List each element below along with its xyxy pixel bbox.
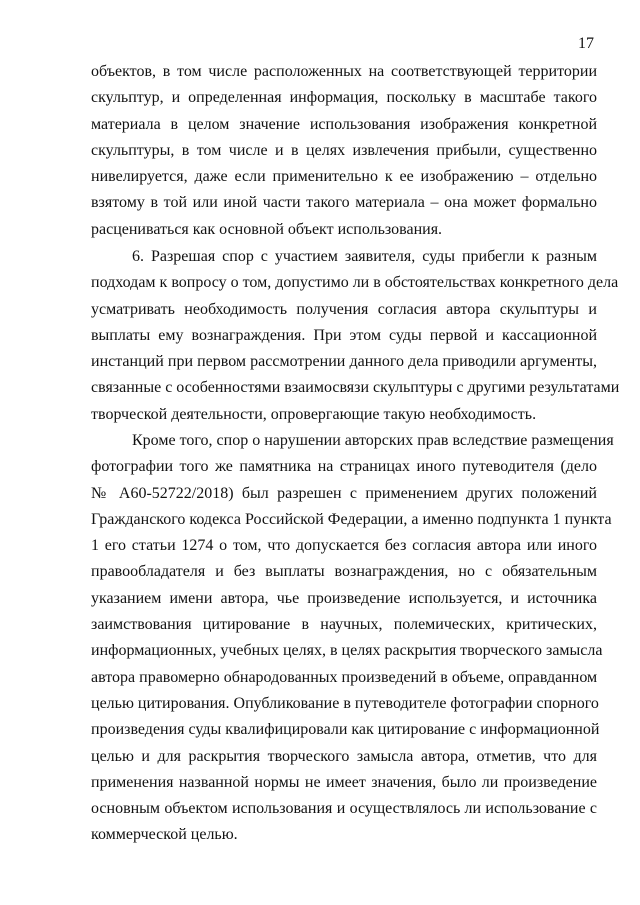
- text-line: выплаты ему вознаграждения. При этом суды первой и кассационной: [91, 326, 597, 344]
- text-line: творческой деятельности, опровергающие такую необходимость.: [91, 405, 537, 423]
- text-line: информационных, учебных целях, в целях раскрытия творческого замысла: [91, 642, 603, 660]
- text-line: основным объектом использования и осуществлялось ли использование с: [91, 800, 597, 818]
- text-line: материала в целом значение использования изображения конкретной: [91, 115, 597, 133]
- text-line: взятому в той или иной части такого материала – она может формально: [91, 194, 597, 212]
- text-line: объектов, в том числе расположенных на соответствующей территории: [91, 63, 597, 80]
- paragraph-1: [91, 59, 597, 243]
- paragraph-3: [91, 428, 614, 849]
- text-line: связанные с особенностями взаимосвязи скульптуры с другими результатами: [91, 379, 620, 397]
- text-line: правообладателя и без выплаты вознаграждения, но с обязательным: [91, 563, 597, 581]
- text-line: применения названной нормы не имеет значения, было ли произведение: [91, 773, 597, 791]
- page-number: 17: [578, 35, 594, 52]
- text-line: произведения суды квалифицировали как цитирование с информационной: [91, 721, 600, 739]
- text-line: указанием имени автора, чье произведение используется, и источника: [91, 589, 597, 607]
- text-line: 6. Разрешая спор с участием заявителя, суды прибегли к разным: [132, 248, 597, 265]
- text-line: подходам к вопросу о том, допустимо ли в обстоятельствах конкретного дела: [91, 274, 619, 292]
- paragraph-2: [91, 244, 620, 428]
- text-line: скульптуры, в том числе и в целях извлечения прибыли, существенно: [91, 141, 597, 159]
- text-line: фотографии того же памятника на страницах иного путеводителя (дело: [91, 458, 597, 476]
- text-line: коммерческой целью.: [91, 826, 238, 844]
- text-line: нивелируется, даже если применительно к ее изображению – отдельно: [91, 168, 597, 186]
- text-line: заимствования цитирование в научных, полемических, критических,: [91, 616, 597, 634]
- text-line: № А60-52722/2018) был разрешен с применением других положений: [91, 484, 597, 502]
- text-line: расцениваться как основной объект использования.: [91, 220, 443, 238]
- text-line: целью и для раскрытия творческого замысла автора, отметив, что для: [91, 747, 597, 765]
- text-line: Кроме того, спор о нарушении авторских прав вследствие размещения: [132, 432, 614, 449]
- text-line: Гражданского кодекса Российской Федерации, а именно подпункта 1 пункта: [91, 510, 612, 528]
- text-line: инстанций при первом рассмотрении данного дела приводили аргументы,: [91, 353, 597, 371]
- text-line: автора правомерно обнародованных произведений в объеме, оправданном: [91, 668, 598, 686]
- text-line: скульптур, и определенная информация, поскольку в масштабе такого: [91, 89, 597, 107]
- text-line: целью цитирования. Опубликование в путеводителе фотографии спорного: [91, 694, 599, 712]
- text-line: усматривать необходимость получения согласия автора скульптуры и: [91, 300, 597, 318]
- text-line: 1 его статьи 1274 о том, что допускается без согласия автора или иного: [91, 537, 597, 555]
